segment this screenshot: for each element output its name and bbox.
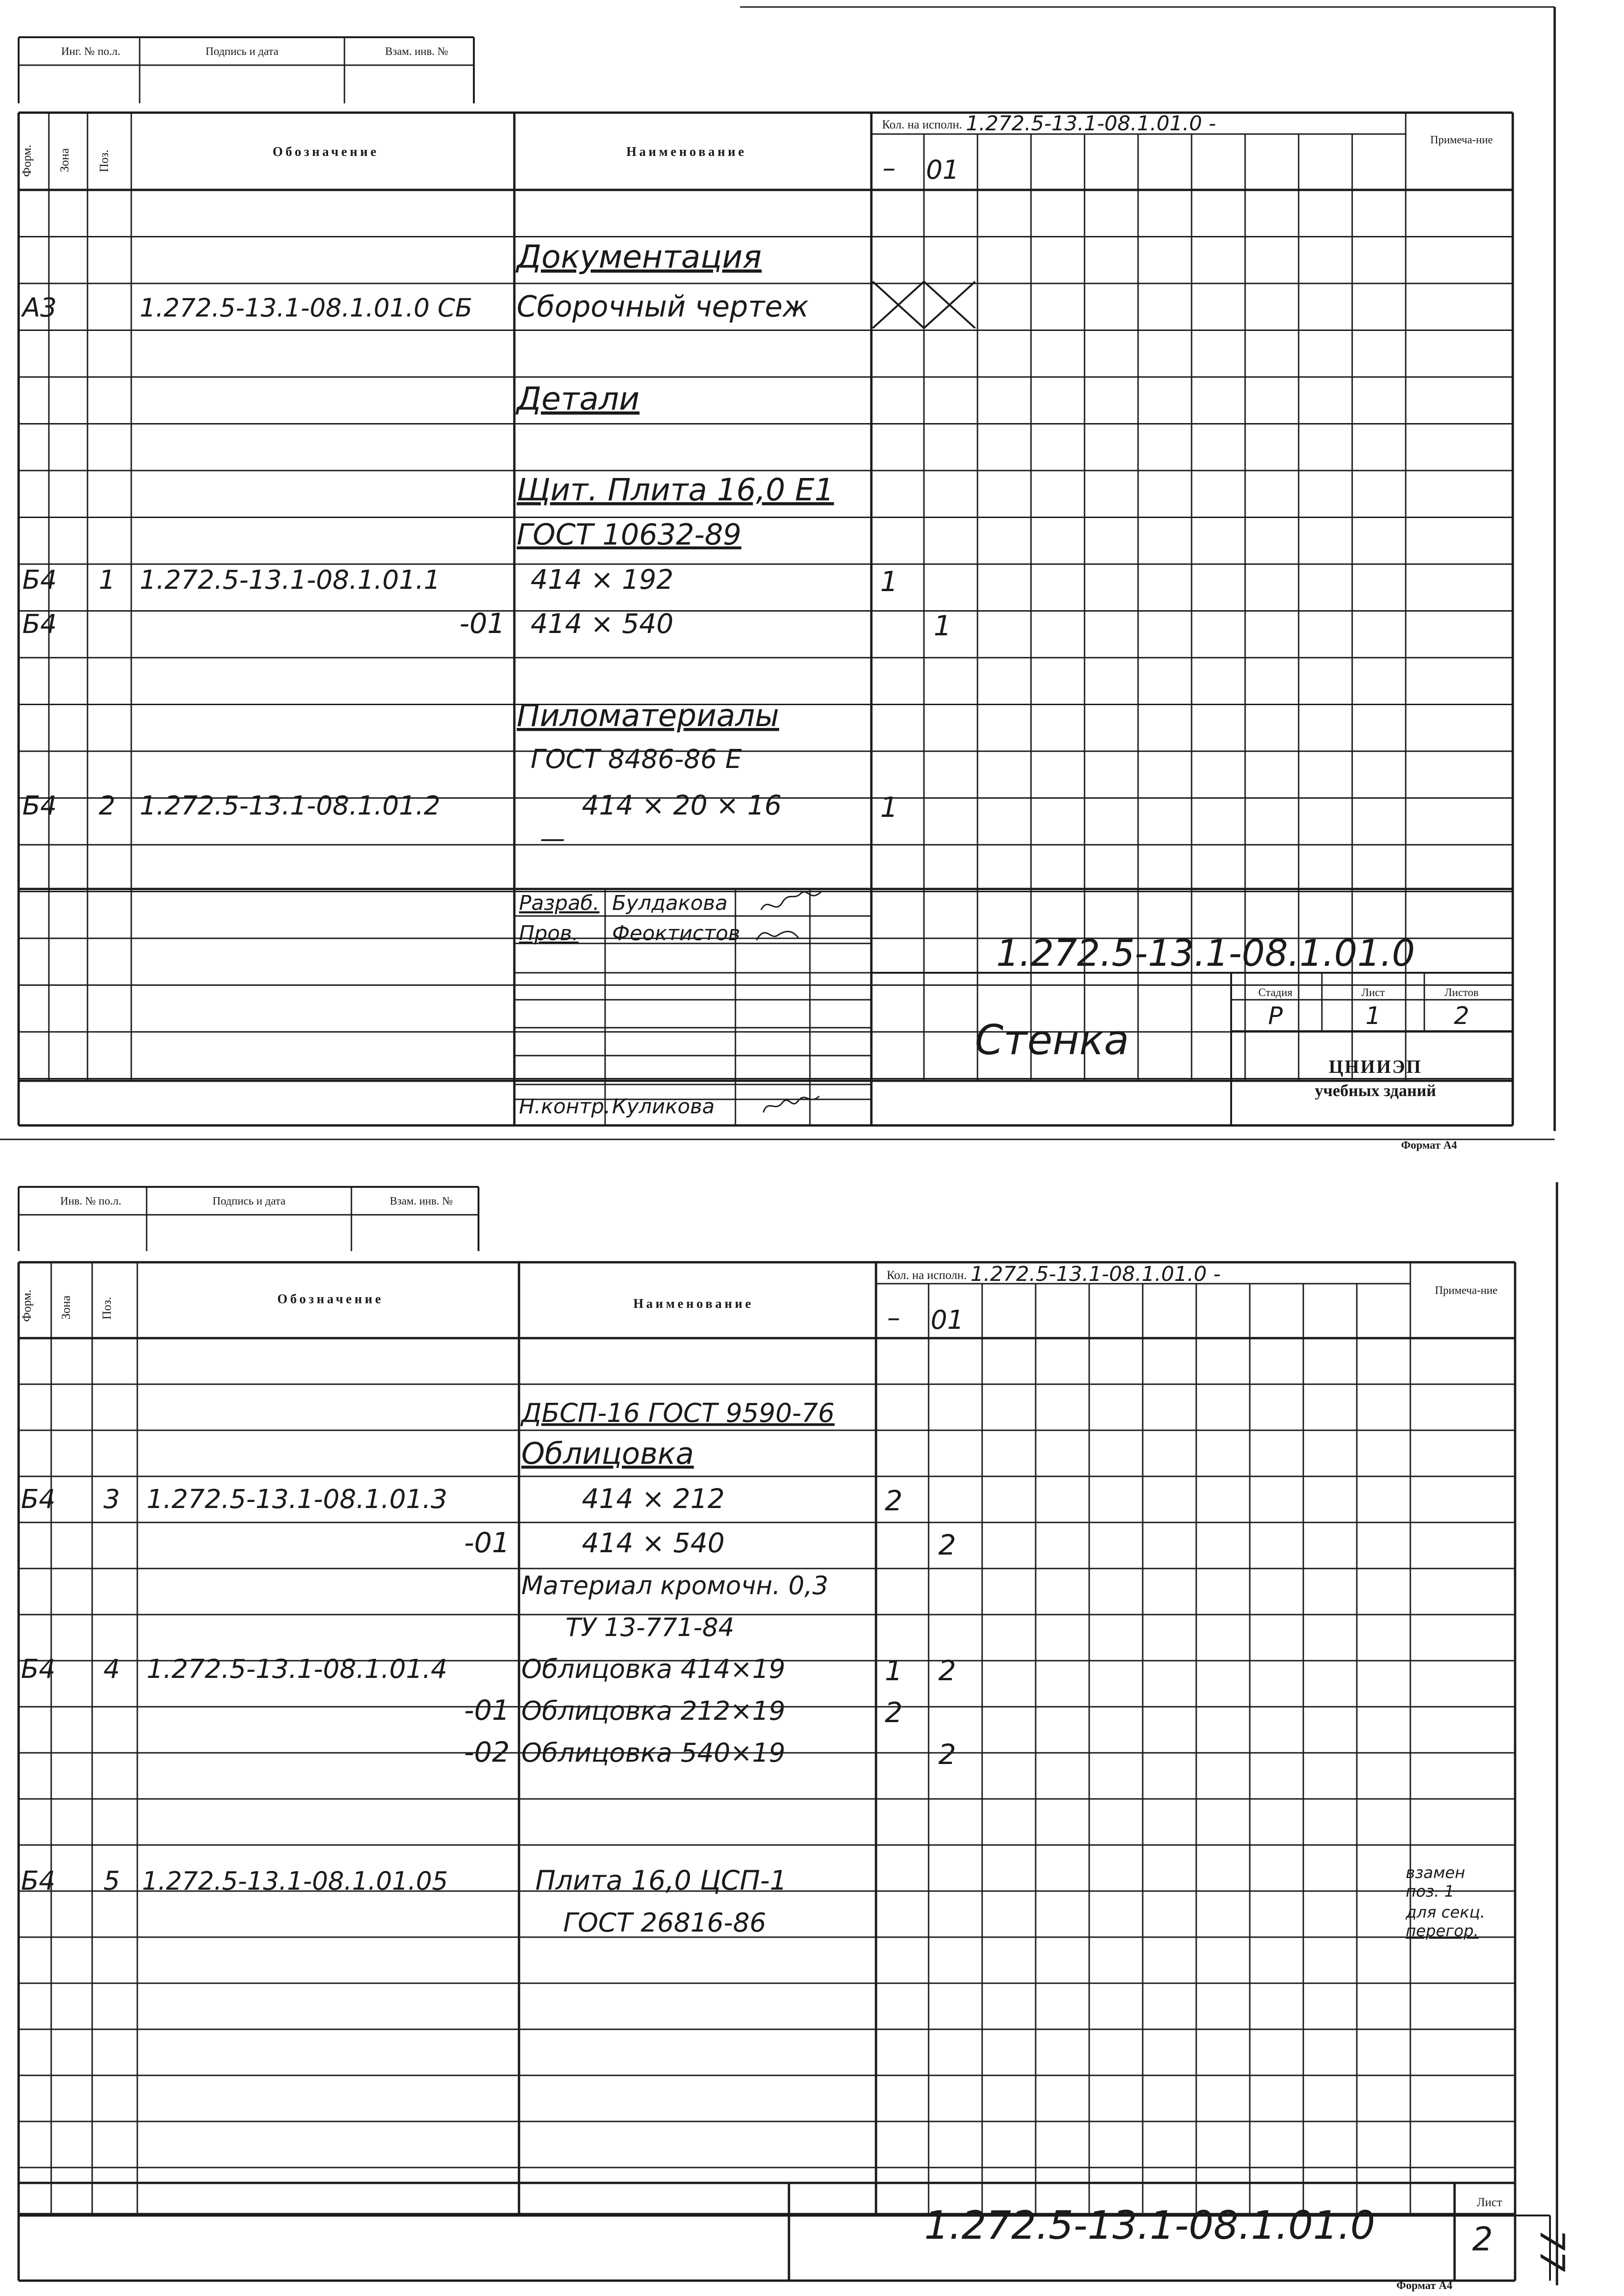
row-qty-1: 2	[884, 1485, 903, 1517]
variant-01: 01	[930, 1305, 964, 1335]
row-qty-1: 1	[880, 566, 898, 598]
row-name: —	[540, 824, 565, 853]
row-designation: 1.272.5-13.1-08.1.01.3	[147, 1484, 448, 1515]
row-designation: 1.272.5-13.1-08.1.01.2	[140, 791, 441, 821]
row-name: 414 × 540	[582, 1527, 725, 1559]
row-pos: 2	[99, 791, 115, 821]
row-designation: 1.272.5-13.1-08.1.01.1	[140, 565, 441, 595]
section-facing: Облицовка	[521, 1437, 694, 1471]
row-qty-2: 1	[933, 610, 952, 642]
vzam-label: Взам. инв. №	[390, 1195, 453, 1207]
org-name: ЦНИИЭП	[1328, 1056, 1422, 1077]
row-format: Б4	[21, 1484, 56, 1515]
sheet-label: Лист	[1361, 987, 1385, 999]
row-name: 414 × 192	[531, 564, 674, 595]
sheets-label: Листов	[1444, 987, 1479, 999]
vzam-label: Взам. инв. №	[385, 46, 448, 58]
row-designation: -01	[464, 1527, 510, 1559]
qty-label: Кол. на исполн.	[882, 118, 963, 131]
row-name: Материал кромочн. 0,3	[521, 1571, 829, 1600]
row-pos: 1	[99, 565, 115, 595]
role-norm-control: Н.контр.	[519, 1095, 611, 1118]
row-format: Б4	[22, 609, 57, 640]
col-note-label: Примеча-ние	[1430, 134, 1493, 146]
format-label: Формат А4	[1401, 1139, 1457, 1151]
document-title: Стенка	[975, 1016, 1129, 1064]
row-name: 414 × 212	[582, 1483, 725, 1515]
document-code: 1.272.5-13.1-08.1.01.0	[996, 933, 1415, 975]
row-format: Б4	[21, 1654, 56, 1684]
page-number: 77	[1533, 2229, 1572, 2272]
row-qty-2: 2	[938, 1655, 957, 1687]
format-label: Формат А4	[1396, 2280, 1453, 2292]
row-name: Плита 16,0 ЦСП-1	[535, 1865, 787, 1896]
variant-dash: –	[887, 1303, 900, 1333]
row-designation: 1.272.5-13.1-08.1.01.4	[147, 1654, 448, 1684]
stage-label: Стадия	[1258, 987, 1293, 999]
row-name: Сборочный чертеж	[517, 290, 809, 323]
role-checker: Пров.	[519, 922, 579, 945]
sign-label: Подпись и дата	[212, 1195, 286, 1207]
qty-label: Кол. на исполн.	[887, 1268, 967, 1282]
qty-base-code: 1.272.5-13.1-08.1.01.0 -	[970, 1262, 1221, 1286]
sheet-label: Лист	[1476, 2195, 1503, 2209]
row-qty-2: 2	[938, 1738, 957, 1771]
row-name: Облицовка 540×19	[521, 1738, 786, 1768]
col-zone-label: Зона	[59, 1295, 73, 1320]
sign-label: Подпись и дата	[205, 46, 279, 58]
row-name: ГОСТ 8486-86 Е	[531, 744, 742, 774]
col-name-label: Наименование	[633, 1297, 754, 1311]
row-name: ГОСТ 10632-89	[517, 518, 741, 552]
row-format: А3	[22, 293, 57, 323]
section-particleboard: ДБСП-16 ГОСТ 9590-76	[521, 1398, 835, 1428]
sheet-value: 1	[1365, 1002, 1381, 1030]
row-qty-1: 2	[884, 1697, 903, 1729]
checker-name: Феоктистов	[612, 922, 741, 945]
col-designation-label: Обозначение	[272, 145, 379, 159]
role-developer: Разраб.	[519, 891, 600, 915]
row-qty-1: 1	[884, 1655, 903, 1687]
row-qty-2: 2	[938, 1529, 957, 1562]
col-name-label: Наименование	[626, 145, 747, 159]
row-pos: 4	[103, 1654, 120, 1684]
inv-label: Инв. № по.л.	[60, 1195, 121, 1207]
row-name: 414 × 20 × 16	[582, 789, 782, 821]
norm-control-name: Куликова	[612, 1095, 715, 1118]
col-note-label: Примеча-ние	[1435, 1285, 1498, 1297]
row-format: Б4	[21, 1866, 56, 1896]
col-designation-label: Обозначение	[277, 1292, 384, 1306]
sheet-number: 2	[1472, 2220, 1493, 2258]
row-format: Б4	[22, 565, 57, 595]
row-name: Облицовка 414×19	[521, 1654, 786, 1684]
row-designation: 1.272.5-13.1-08.1.01.0 СБ	[140, 293, 472, 323]
developer-name: Булдакова	[612, 891, 728, 915]
row-name: 414 × 540	[531, 608, 674, 640]
stage-value: Р	[1268, 1002, 1283, 1030]
document-code: 1.272.5-13.1-08.1.01.0	[924, 2202, 1375, 2248]
org-subtitle: учебных зданий	[1314, 1081, 1436, 1100]
row-name: ТУ 13-771-84	[566, 1613, 735, 1642]
sheets-value: 2	[1454, 1002, 1469, 1030]
note-line: перегор.	[1406, 1922, 1479, 1940]
row-qty-1: 1	[880, 791, 898, 824]
col-zone-label: Зона	[58, 148, 71, 172]
section-lumber: Пиломатериалы	[517, 698, 779, 734]
col-pos-label: Поз.	[100, 1297, 114, 1320]
note-line: взамен	[1406, 1864, 1465, 1882]
inv-label: Инг. № по.л.	[61, 46, 121, 58]
grid-lines	[0, 7, 1557, 2285]
note-line: поз. 1	[1406, 1882, 1455, 1901]
row-pos: 3	[103, 1484, 120, 1515]
bottom-sheet	[20, 1195, 1572, 2292]
col-form-label: Форм.	[20, 1289, 34, 1322]
section-documentation: Документация	[517, 239, 762, 276]
note-line: для секц.	[1406, 1903, 1485, 1922]
section-details: Детали	[517, 381, 640, 417]
col-form-label: Форм.	[20, 144, 34, 177]
row-designation: -01	[459, 607, 505, 640]
row-pos: 5	[103, 1866, 120, 1896]
row-designation: -02	[464, 1736, 510, 1769]
row-name: Облицовка 212×19	[521, 1696, 786, 1726]
row-designation: -01	[464, 1694, 510, 1727]
row-name: ГОСТ 26816-86	[563, 1908, 766, 1938]
row-format: Б4	[22, 791, 57, 821]
variant-dash: –	[883, 153, 896, 183]
row-name: Щит. Плита 16,0 Е1	[517, 472, 834, 508]
col-pos-label: Поз.	[97, 149, 111, 172]
variant-01: 01	[926, 155, 959, 185]
qty-base-code: 1.272.5-13.1-08.1.01.0 -	[966, 112, 1216, 135]
row-designation: 1.272.5-13.1-08.1.01.05	[142, 1866, 448, 1896]
